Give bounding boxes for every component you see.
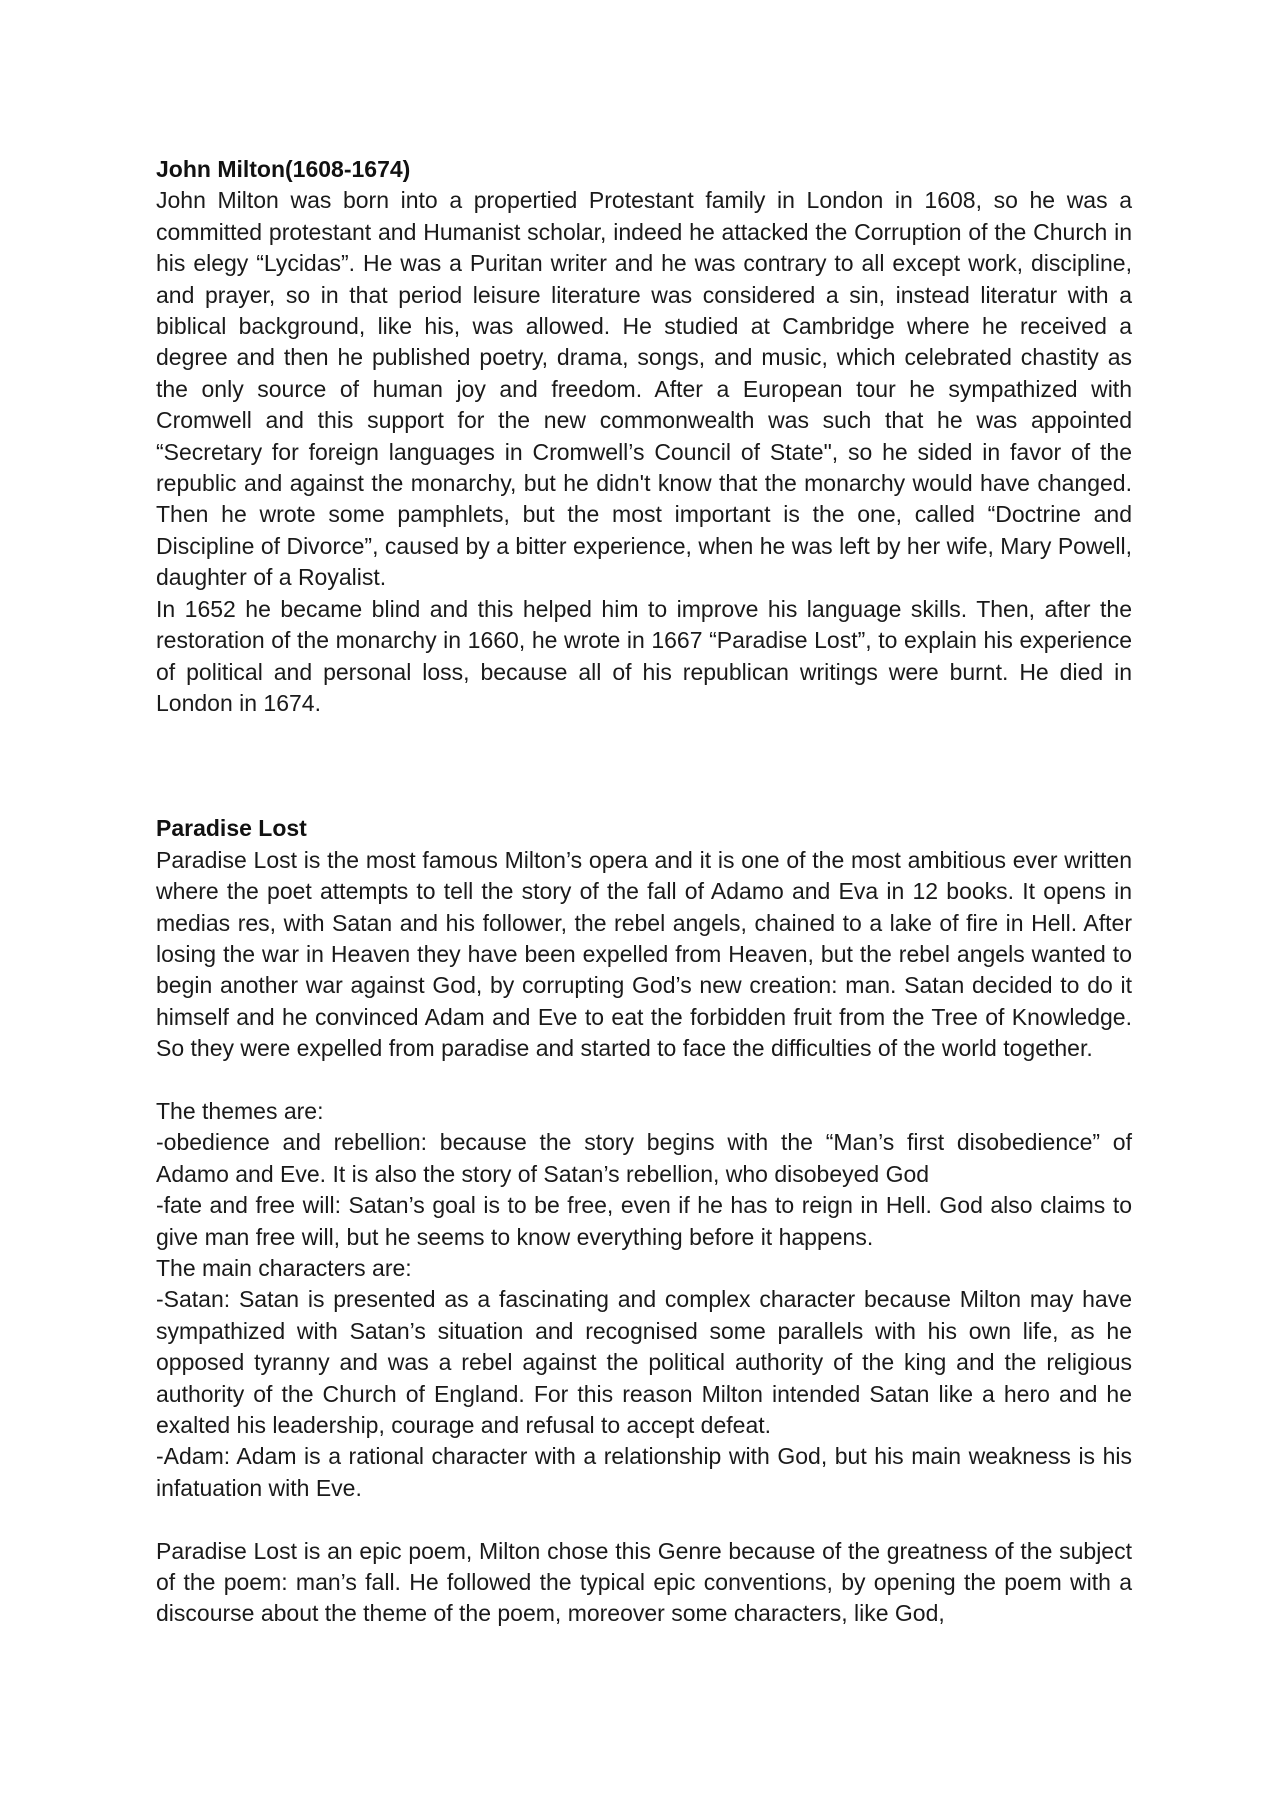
blank-line <box>156 1504 1132 1535</box>
document-body <box>156 154 1132 1630</box>
section-gap <box>156 719 1132 813</box>
theme-item-obedience: -obedience and rebellion: because the story begins with the “Man’s first disobedience” of Adamo and Eve. It is also the story of Satan’s rebellion, who disobeyed God <box>156 1129 1132 1187</box>
characters-heading: The main characters are: <box>156 1254 412 1281</box>
blank-line <box>156 1065 1132 1096</box>
themes-heading: The themes are: <box>156 1097 324 1124</box>
section-title-paradise-lost: Paradise Lost <box>156 815 307 842</box>
biography-paragraph: John Milton was born into a propertied Protestant family in London in 1608, so he was a committed protestant and Humanist scholar, indeed he attacked the Corruption of the Church in his elegy “Lycidas”. He was a Puritan writer and he was contrary to all except work, discipline, and prayer, so in that period leisure literature was considered a sin, instead literatur with a biblical background, like his, was allowed. He studied at Cambridge where he received a degree and then he published poetry, drama, songs, and music, which celebrated chastity as the only source of human joy and freedom. After a European tour he sympathized with Cromwell and this support for the new commonwealth was such that he was appointed “Secretary for foreign languages in Cromwell’s Council of State", so he sided in favor of the republic and against the monarchy, but he didn't know that the monarchy would have changed. Then he wrote some pamphlets, but the most important is the one, called “Doctrine and Discipline of Divorce”, caused by a bitter experience, when he was left by her wife, Mary Powell, daughter of a Royalist. <box>156 187 1132 591</box>
character-item-satan: -Satan: Satan is presented as a fascinating and complex character because Milton may have sympathized with Satan’s situation and recognised some parallels with his own life, as he opposed tyranny and was a rebel against the political authority of the king and the religious authority of the Church of England. For this reason Milton intended Satan like a hero and he exalted his leadership, courage and refusal to accept defeat. <box>156 1286 1132 1439</box>
section-title-john-milton: John Milton(1608-1674) <box>156 156 411 182</box>
theme-item-fate: -fate and free will: Satan’s goal is to be free, even if he has to reign in Hell. God also claims to give man free will, but he seems to know everything before it happens. <box>156 1192 1132 1250</box>
character-item-adam: -Adam: Adam is a rational character with a relationship with God, but his main weakness is his infatuation with Eve. <box>156 1443 1132 1501</box>
biography-paragraph-later-life: In 1652 he became blind and this helped him to improve his language skills. Then, after the restoration of the monarchy in 1660, he wrote in 1667 “Paradise Lost”, to explain his experience of political and personal loss, because all of his republican writings were burnt. He died in London in 1674. <box>156 595 1132 716</box>
epic-poem-paragraph: Paradise Lost is an epic poem, Milton chose this Genre because of the greatness of the subject of the poem: man’s fall. He followed the typical epic conventions, by opening the poem with a discourse about the theme of the poem, moreover some characters, like God, <box>156 1537 1132 1627</box>
paradise-lost-intro-paragraph: Paradise Lost is the most famous Milton’s opera and it is one of the most ambitious ever written where the poet attempts to tell the story of the fall of Adamo and Eva in 12 books. It opens in medias res, with Satan and his follower, the rebel angels, chained to a lake of fire in Hell. After losing the war in Heaven they have been expelled from Heaven, but the rebel angels wanted to begin another war against God, by corrupting God’s new creation: man. Satan decided to do it himself and he convinced Adam and Eve to eat the forbidden fruit from the Tree of Knowledge. So they were expelled from paradise and started to face the difficulties of the world together. <box>156 846 1132 1062</box>
